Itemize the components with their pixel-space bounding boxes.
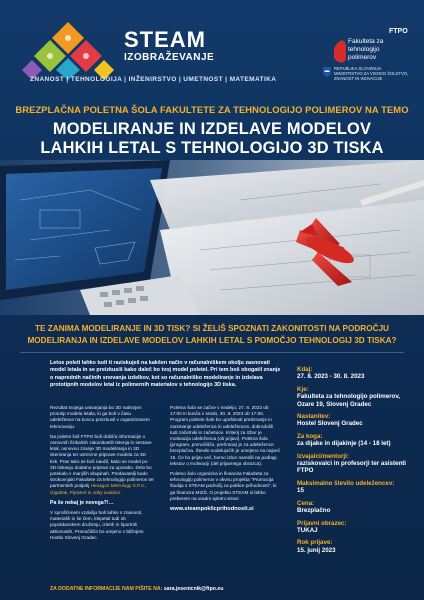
ftpo-name: Fakulteta za tehnologijo polimerov [348,38,384,61]
slovenia-coat-of-arms-icon [323,67,331,77]
event-title-line-2: LAHKIH LETAL S TEHNOLOGIJO 3D TISKA [40,139,384,157]
divider [20,352,404,353]
hero-image-3d-printed-plane [0,160,424,315]
news-heading: Pa še nekaj je novega?!… [50,499,114,506]
brand-subtitle: IZOBRAŽEVANJE [124,52,215,63]
paragraph: Poletno šolo organizira in financira Fakulteta za tehnologijo polimerov v okviru projekta "Promocija študija s STEAM področij za poklice prihodnosti", ki ga financira MIZŠ. O projektu STEAM si lahko preberete na uradni spletni strani [170,471,277,501]
project-website-link[interactable]: www.steampoklicprihodnosti.si [170,506,254,513]
contact-label: ZA DODATNE INFORMACIJE NAM PIŠITE NA: [50,586,163,592]
info-when: Kdaj: 27. 8. 2023 - 30. 8. 2023 [297,366,365,381]
footer-contact [50,586,223,592]
info-audience: Za koga: za dijake in dijakinje (14 - 18 let) [297,432,391,448]
body-column-1 [50,405,154,545]
event-title-line-1: MODELIRANJE IN IZDELAVE MODELOV [52,120,372,138]
info-mentors: Izvajalci/mentorji: raziskovalci in profesorji ter asistenti FTPO [297,452,407,475]
paragraph: Rezultat tvojega ustvarjanja bo 3D natisnjen prototip modela letala, ki ga boš v času udeležence na koncu preizkusil v organiziranem tekmovanju. [50,405,150,429]
info-registration-form: Prijavni obrazec: TUKAJ [297,520,417,535]
body-column-2 [170,405,280,516]
paragraph: V sproščenem vzdušju boš lahko s znanosti, materialih in še čem, klepetal tudi ob popoldanskem druženju, izletih in športnih aktivnostih. Prenočišče bo urejeno v bližnjem Hostlu Slovenj Gradec. [50,510,144,540]
brand-title: STEAM [124,27,206,52]
registration-form-link[interactable]: TUKAJ [297,526,318,534]
steam-logo-icon [22,20,114,80]
info-price: Cena: Brezplačno [297,499,331,515]
paragraph: Na poletni šoli FTPO boš dobil/a informacije o osnovnih fizikalnih zakonitostih letenja in sestave letal, osnovno znanje 3D modeliranja in 3D skeniranja ter ustrezne priprave modela za 3D tisk. Prav tako se boš naučil, kako se model po 3D tiskanju dodatno pripravi za uporabo. Delo bo potekalo v manjših skupinah. Predavatelji bodo strokovnjaki Fakultete za tehnologijo polimerov ter partnerskih podjetij Hexagon Metrology S.P.A., Gigatlak, Pipistrel in Joby aviation. [50,433,154,495]
partners-highlight: Hexagon Metrology S.P.A., Gigatlak, Pipistrel in Joby aviation. [50,483,147,495]
ftpo-abbreviation: FTPO [389,28,408,35]
ministry-label: REPUBLIKA SLOVENIJA MINISTRSTVO ZA VISOKO ŠOLSTVO, ZNANOST IN INOVACIJE [334,66,409,82]
question-band: TE ZANIMA MODELIRANJE IN 3D TISK? SI ŽELIŠ SPOZNATI ZAKONITOSTI NA PODROČJU MODELIRANJA IN IZDELAVE MODELOV LAHKIH LETAL S POMOČJO TEHNOLOGIJ 3D TISKA? [27,324,397,345]
brand-tags: ZNANOST | TEHNOLOGIJA | INŽENIRSTVO | UMETNOST | MATEMATIKA [30,76,277,83]
contact-email-link[interactable]: sara.jesenicnik@ftpo.eu [163,586,224,592]
event-info-list [297,366,417,559]
info-where: Kje: Fakulteta za tehnologijo polimerov, Ozare 19, Slovenj Gradec [297,385,401,408]
paragraph: Poletna šola se začne v nedeljo, 27. 8. 2023 ob 17:00 in konča v sredo, 30. 8. 2023 ob 17:00. Program poletne šole bo upošteval predznanje in zanimanje udeleženca in udeležencev, dobrodošli tudi začetniki in začetnice. Kriterij za izbor je motivacija udeleženca (ob prijavi). Poletna šola (program, prenočišče, prehrana) je za udeležence brezplačna. Število sodelujočih je omejeno na največ 15. Če bo prijav več, bomo izbor naredili na podlagi tekstov o motivaciji (del prijavnega obrazca). [170,405,280,466]
info-accommodation: Nastanitev: Hostel Slovenj Gradec [297,413,363,428]
info-max-participants: Maksimalno število udeležencev: 15 [297,479,395,495]
header [0,0,424,98]
event-kicker: BREZPLAČNA POLETNA ŠOLA FAKULTETE ZA TEHNOLOGIJO POLIMEROV NA TEMO [15,104,409,115]
intro-paragraph: Letos poleti lahko tudi ti raziskuješ na kakšen način v računalniškem okolju zasnovati model letala in se preizkusiš kako daleč bo tvoj model poletel. Pri tem boš obogatil znanje o naprednih načinih snovanja izdelkov, kot so računalniško modeliranje in izdelava prototipnih modelov letal iz polimernih materialov s tehnologijo 3D tiska. [50,360,281,389]
info-deadline: Rok prijave: 15. junij 2023 [297,539,336,554]
